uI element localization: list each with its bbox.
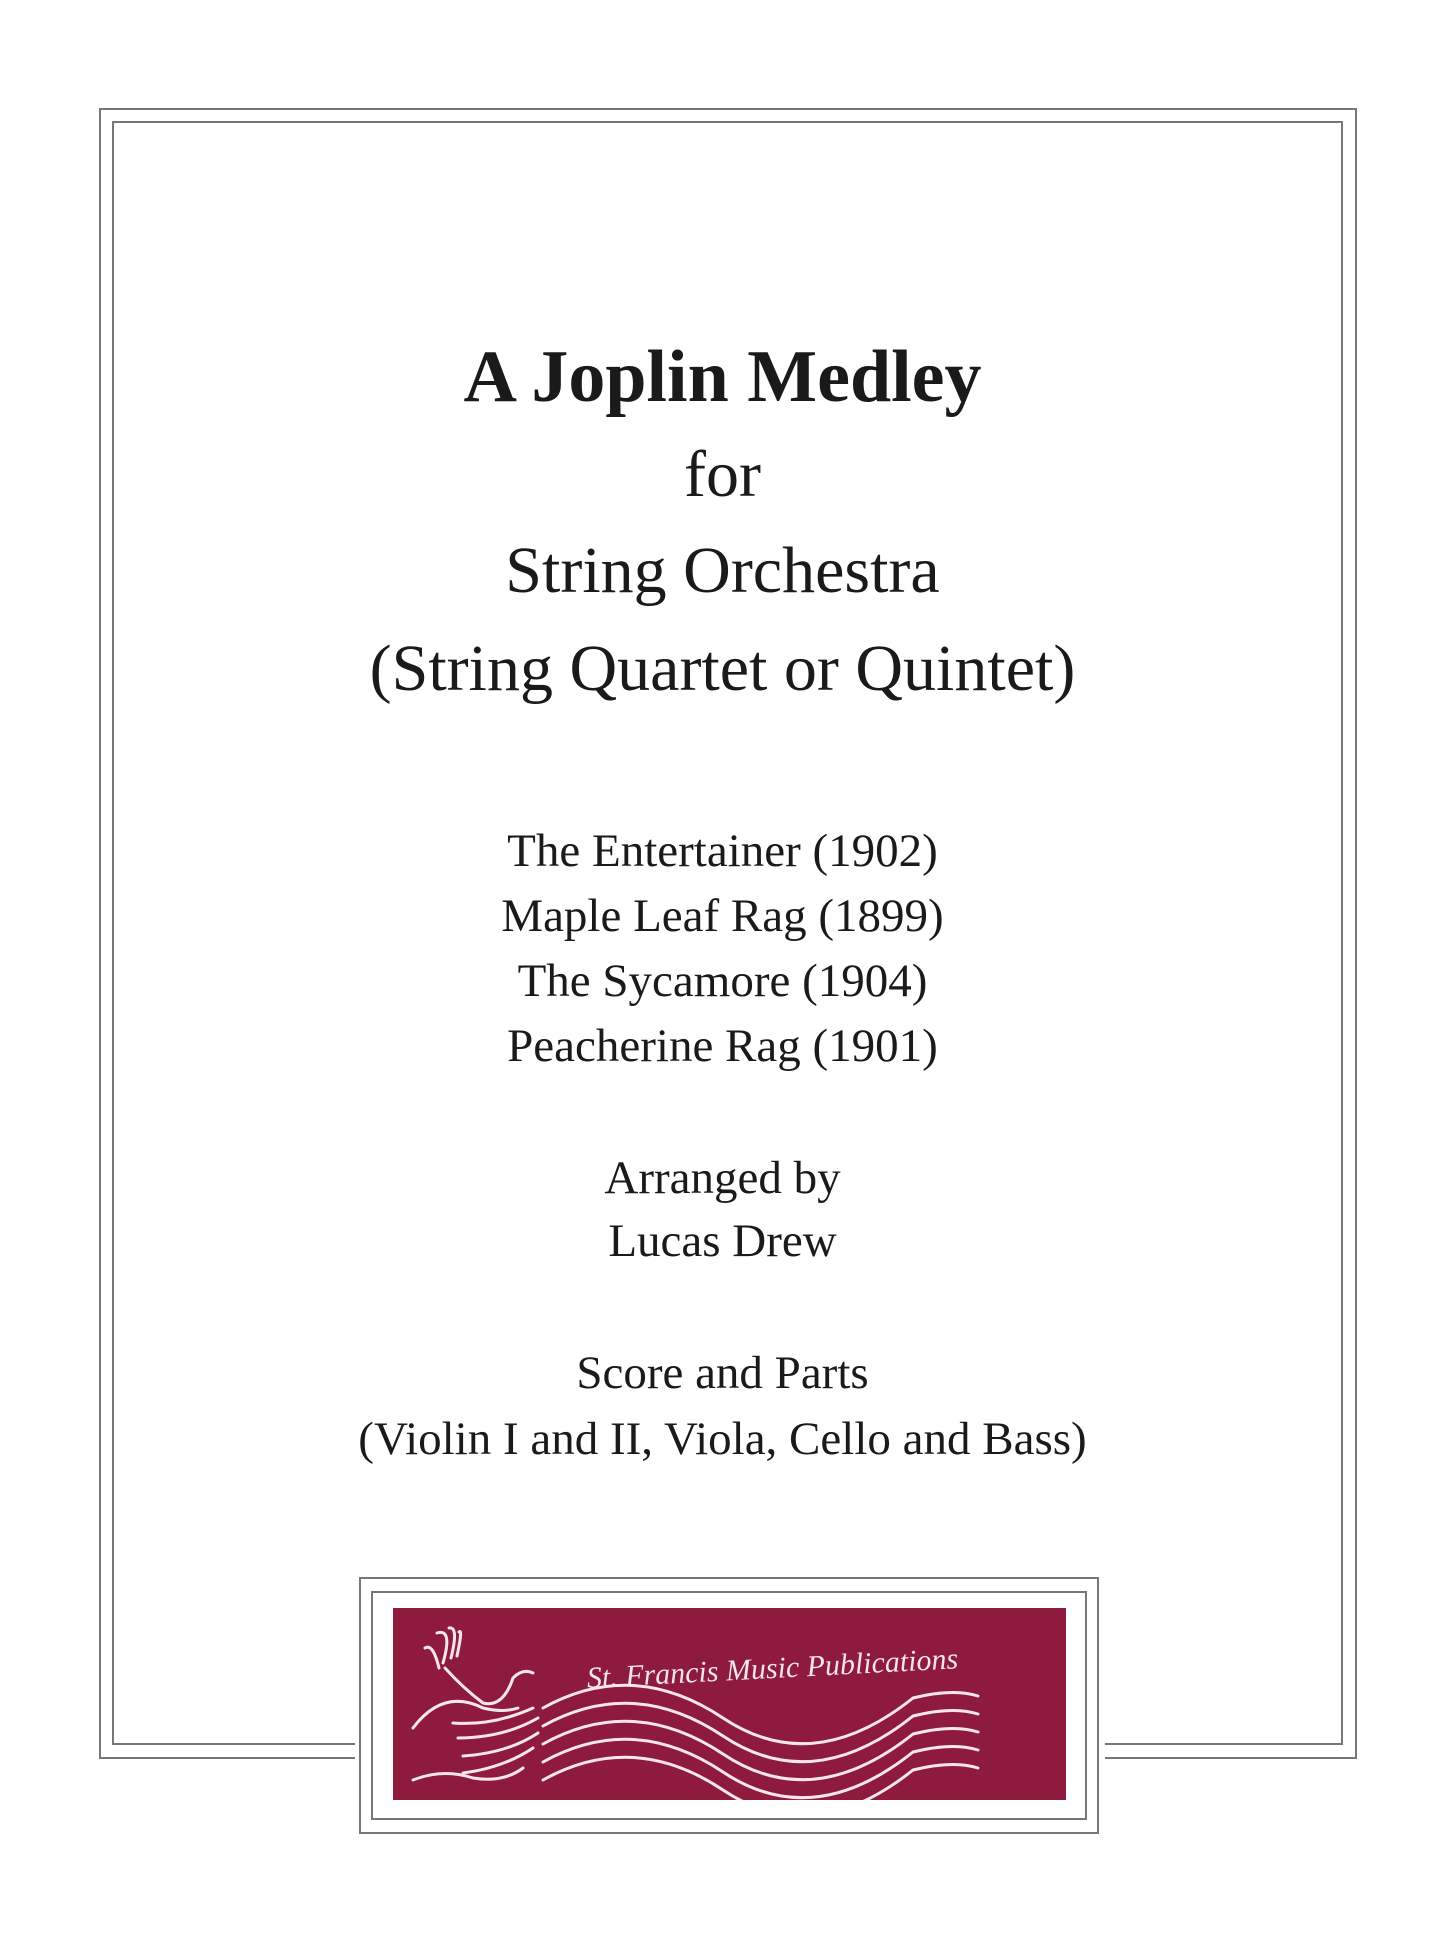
contents: Score and Parts: [576, 1347, 869, 1399]
dove-and-staff-icon: [393, 1608, 1066, 1800]
piece-4: Peacherine Rag (1901): [507, 1020, 938, 1072]
ensemble-alt: (String Quartet or Quintet): [369, 632, 1076, 705]
arranged-by-label: Arranged by: [604, 1152, 841, 1204]
ensemble: String Orchestra: [505, 534, 940, 607]
subtitle-for: for: [684, 438, 761, 511]
arranger-name: Lucas Drew: [608, 1215, 837, 1267]
publisher-name: St. Francis Music Publications: [586, 1642, 959, 1695]
instruments: (Violin I and II, Viola, Cello and Bass): [358, 1413, 1087, 1465]
publisher-logo: [393, 1608, 1066, 1800]
piece-2: Maple Leaf Rag (1899): [501, 890, 944, 942]
page-title: A Joplin Medley: [463, 336, 982, 418]
piece-3: The Sycamore (1904): [517, 955, 928, 1007]
piece-1: The Entertainer (1902): [507, 825, 938, 877]
